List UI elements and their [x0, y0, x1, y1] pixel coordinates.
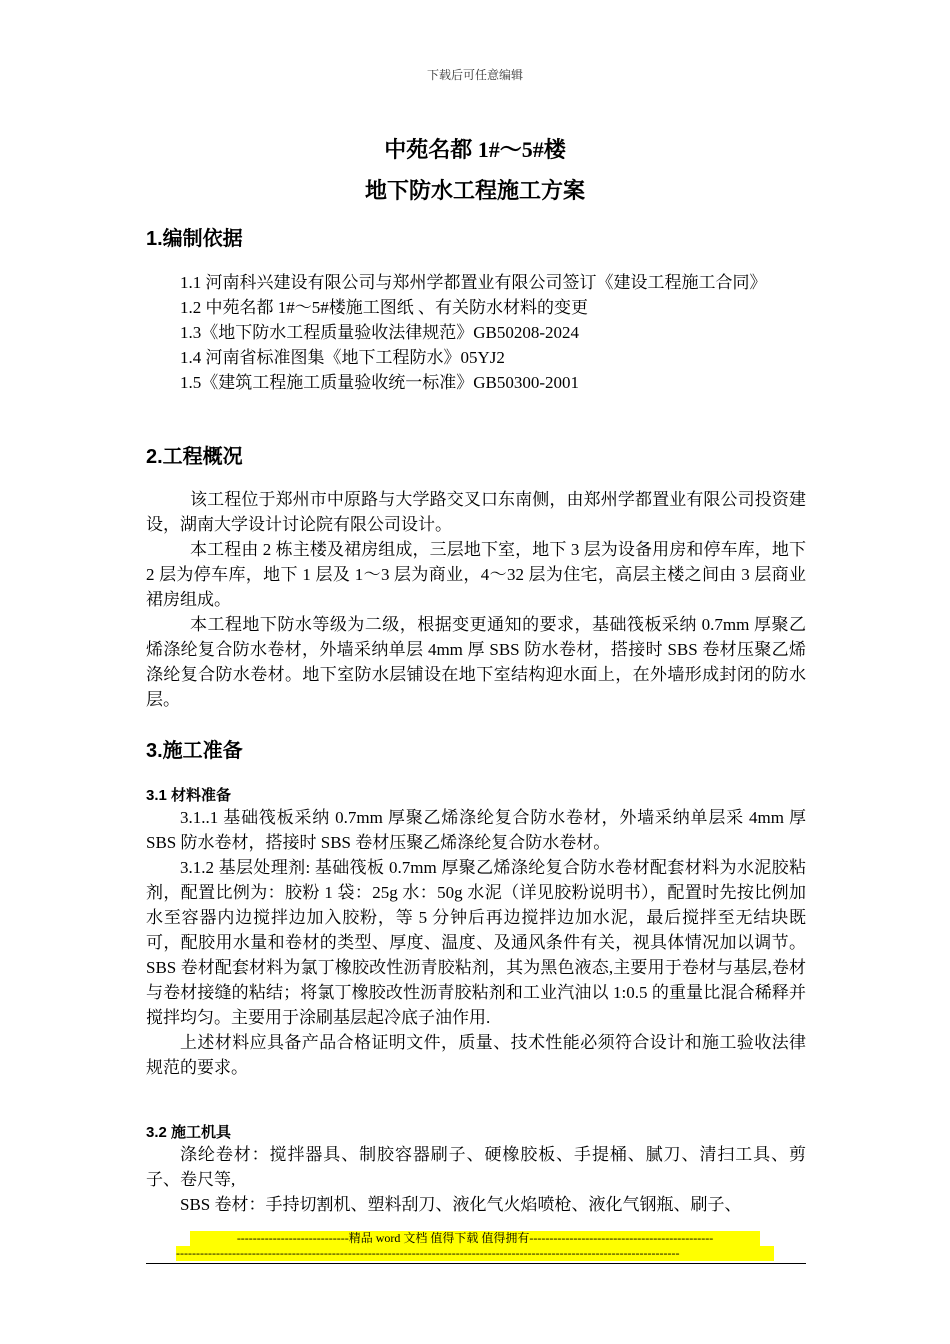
section3-1-body: [146, 805, 806, 1080]
list-item: 1.3《地下防水工程质量验收法律规范》GB50208-2024: [180, 323, 580, 342]
section1-heading: 1.编制依据: [146, 228, 243, 250]
document-title-line1: 中苑名都 1#～5#楼: [384, 137, 566, 162]
paragraph: 该工程位于郑州市中原路与大学路交叉口东南侧，由郑州学都置业有限公司投资建设，湖南大学设计讨论院有限公司设计。: [146, 490, 806, 534]
list-item: 1.1 河南科兴建设有限公司与郑州学都置业有限公司签订《建设工程施工合同》: [180, 273, 767, 292]
list-item: 1.2 中苑名都 1#～5#楼施工图纸 、有关防水材料的变更: [180, 298, 588, 317]
footer-banner-line2: ------------------------------------------------------------------------------------------------------------------------------: [176, 1246, 774, 1261]
paragraph: 3.1.2 基层处理剂: 基础筏板 0.7mm 厚聚乙烯涤纶复合防水卷材配套材料为水泥胶粘剂，配置比例为：胶粉 1 袋：25g 水：50g 水泥（详见胶粉说明书），配置时先按比例加水至容器内边搅拌边加入胶粉，等 5 分钟后再边搅拌边加水泥，最后搅拌至无结块既可，配胶用水量和卷材的类型、厚度、温度、及通风条件有关，视具体情况加以调节。SBS 卷材配套材料为氯丁橡胶改性沥青胶粘剂，其为黑色液态,主要用于卷材与基层,卷材与卷材接缝的粘结；将氯丁橡胶改性沥青胶粘剂和工业汽油以 1:0.5 的重量比混合稀释并搅拌均匀。主要用于涂刷基层起冷底子油作用.: [146, 858, 806, 1027]
paragraph: 上述材料应具备产品合格证明文件，质量、技术性能必须符合设计和施工验收法律规范的要求。: [146, 1033, 806, 1077]
paragraph: 3.1..1 基础筏板采纳 0.7mm 厚聚乙烯涤纶复合防水卷材，外墙采纳单层采 4mm 厚 SBS 防水卷材，搭接时 SBS 卷材压聚乙烯涤纶复合防水卷材。: [146, 808, 806, 852]
section3-heading: 3.施工准备: [146, 740, 243, 762]
section3-1-heading: 3.1 材料准备: [146, 787, 232, 804]
section3-2-heading: 3.2 施工机具: [146, 1124, 232, 1141]
list-item: 1.4 河南省标准图集《地下工程防水》05YJ2: [180, 348, 505, 367]
header-note: 下载后可任意编辑: [426, 68, 523, 82]
section1-list: [146, 270, 806, 395]
section3-2-body: [146, 1142, 806, 1217]
list-item: 1.5《建筑工程施工质量验收统一标准》GB50300-2001: [180, 373, 580, 392]
document-title-line2: 地下防水工程施工方案: [364, 178, 585, 203]
paragraph: 本工程地下防水等级为二级，根据变更通知的要求，基础筏板采纳 0.7mm 厚聚乙烯涤纶复合防水卷材，外墙采纳单层 4mm 厚 SBS 防水卷材，搭接时 SBS 卷材压聚乙烯涤纶复合防水卷材。地下室防水层铺设在地下室结构迎水面上，在外墙形成封闭的防水层。: [146, 615, 806, 709]
paragraph: 本工程由 2 栋主楼及裙房组成，三层地下室，地下 3 层为设备用房和停车库，地下 2 层为停车库，地下 1 层及 1～3 层为商业，4～32 层为住宅，高层主楼之间由 3 层商业裙房组成。: [146, 540, 806, 609]
footer-divider: [146, 1263, 806, 1264]
paragraph: 涤纶卷材：搅拌器具、制胶容器刷子、硬橡胶板、手提桶、腻刀、清扫工具、剪子、卷尺等,: [146, 1145, 806, 1189]
footer-banner-line1: ----------------------------精品 word 文档 值得下载 值得拥有----------------------------------------------: [190, 1231, 760, 1246]
paragraph: SBS 卷材：手持切割机、塑料刮刀、液化气火焰喷枪、液化气钢瓶、刷子、: [180, 1195, 742, 1214]
section2-heading: 2.工程概况: [146, 446, 243, 468]
section2-body: [146, 487, 806, 712]
